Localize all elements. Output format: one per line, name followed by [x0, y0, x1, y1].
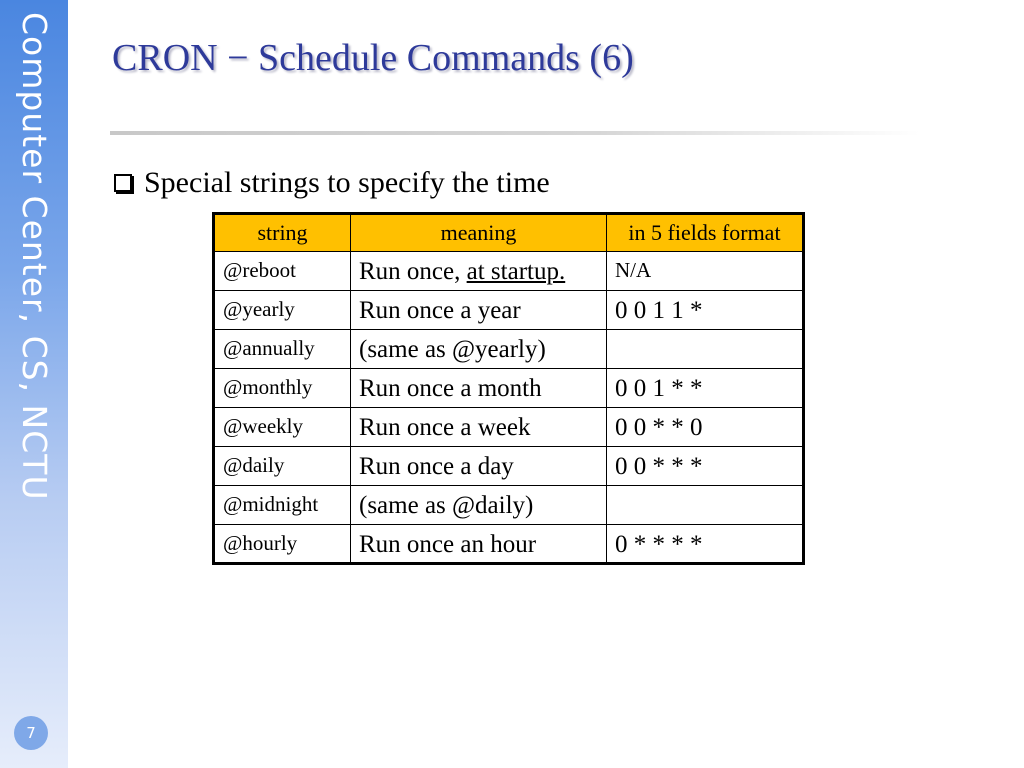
meaning-text: Run once,: [359, 258, 467, 285]
table-row: [214, 369, 804, 408]
cell-fields: 0 0 1 * *: [607, 369, 804, 408]
sidebar: [0, 0, 68, 768]
bullet-text: Special strings to specify the time: [144, 166, 550, 199]
bullet-item: [114, 166, 550, 200]
cell-string: @annually: [214, 330, 351, 369]
cell-meaning: Run once a week: [351, 408, 607, 447]
cell-string: @daily: [214, 447, 351, 486]
cell-fields: [607, 330, 804, 369]
cell-string: @monthly: [214, 369, 351, 408]
cell-string: @yearly: [214, 291, 351, 330]
slide-title: CRON − Schedule Commands (6): [112, 37, 634, 79]
cell-meaning: Run once a day: [351, 447, 607, 486]
cell-string: @hourly: [214, 525, 351, 564]
cell-meaning: Run once an hour: [351, 525, 607, 564]
table-row: [214, 252, 804, 291]
table-row: [214, 291, 804, 330]
cell-fields: N/A: [607, 252, 804, 291]
table-row: [214, 330, 804, 369]
page-number: 7: [14, 716, 48, 750]
checkbox-bullet-icon: [114, 174, 132, 192]
table-row: [214, 447, 804, 486]
cell-fields: 0 0 * * *: [607, 447, 804, 486]
sidebar-label: Computer Center, CS, NCTU: [15, 12, 54, 501]
table-row: [214, 486, 804, 525]
table-row: [214, 408, 804, 447]
cell-meaning: Run once a year: [351, 291, 607, 330]
meaning-underlined-text: at startup.: [466, 258, 566, 285]
cell-fields: [607, 486, 804, 525]
table-row: [214, 525, 804, 564]
cron-special-strings-table: [212, 212, 805, 565]
cell-meaning: (same as @yearly): [351, 330, 607, 369]
cell-fields: 0 0 1 1 *: [607, 291, 804, 330]
cell-string: @weekly: [214, 408, 351, 447]
cell-fields: 0 * * * *: [607, 525, 804, 564]
header-meaning: meaning: [351, 214, 607, 252]
table-header-row: [214, 214, 804, 252]
header-fields: in 5 fields format: [607, 214, 804, 252]
cell-meaning: (same as @daily): [351, 486, 607, 525]
cell-string: @reboot: [214, 252, 351, 291]
cell-meaning: Run once a month: [351, 369, 607, 408]
cell-fields: 0 0 * * 0: [607, 408, 804, 447]
cell-meaning: [351, 252, 607, 291]
title-divider: [110, 131, 920, 135]
cell-string: @midnight: [214, 486, 351, 525]
header-string: string: [214, 214, 351, 252]
